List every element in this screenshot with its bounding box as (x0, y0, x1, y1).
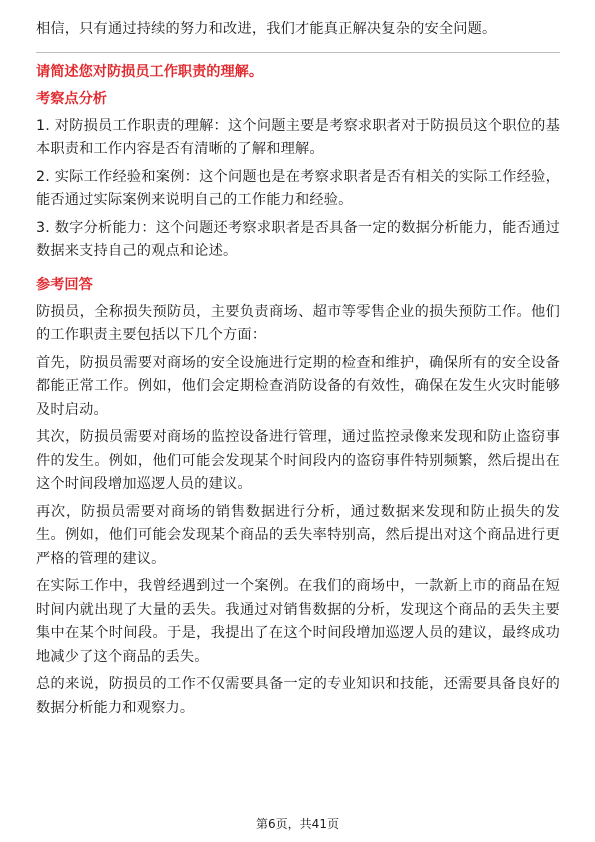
answer-paragraph: 首先，防损员需要对商场的安全设施进行定期的检查和维护，确保所有的安全设备都能正常工作。例如，他们会定期检查消防设备的有效性，确保在发生火灾时能够及时启动。 (36, 354, 560, 418)
analysis-heading: 考察点分析 (36, 90, 107, 107)
answer-paragraph: 其次，防损员需要对商场的监控设备进行管理，通过监控录像来发现和防止盗窃事件的发生。例如，他们可能会发现某个时间段内的盗窃事件特别频繁，然后提出在这个时间段增加巡逻人员的建议。 (36, 429, 560, 492)
question-heading: 请简述您对防损员工作职责的理解。 (36, 63, 264, 80)
answer-paragraph: 在实际工作中，我曾经遇到过一个案例。在我们的商场中，一款新上市的商品在短时间内就出现了大量的丢失。我通过对销售数据的分析，发现这个商品的丢失主要集中在某个时间段。于是，我提出了在这个时间段增加巡逻人员的建议，最终成功地减少了这个商品的丢失。 (36, 578, 560, 665)
analysis-point: 1. 对防损员工作职责的理解：这个问题主要是考察求职者对于防损员这个职位的基本职责和工作内容是否有清晰的了解和理解。 (36, 117, 560, 157)
intro-paragraph: 相信，只有通过持续的努力和改进，我们才能真正解决复杂的安全问题。 (36, 21, 497, 37)
answer-paragraph: 防损员，全称损失预防员，主要负责商场、超市等零售企业的损失预防工作。他们的工作职责主要包括以下几个方面： (36, 303, 560, 343)
answer-paragraph: 总的来说，防损员的工作不仅需要具备一定的专业知识和技能，还需要具备良好的数据分析能力和观察力。 (36, 676, 560, 716)
section-divider (36, 52, 560, 53)
answer-paragraph: 再次，防损员需要对商场的销售数据进行分析，通过数据来发现和防止损失的发生。例如，他们可能会发现某个商品的丢失率特别高，然后提出对这个商品进行更严格的管理的建议。 (36, 503, 560, 567)
page-number: 第6页，共41页 (256, 817, 339, 831)
analysis-point: 3. 数字分析能力：这个问题还考察求职者是否具备一定的数据分析能力，能否通过数据来支持自己的观点和论述。 (36, 219, 560, 259)
answer-heading: 参考回答 (36, 276, 93, 293)
analysis-point: 2. 实际工作经验和案例：这个问题也是在考察求职者是否有相关的实际工作经验，能否通过实际案例来说明自己的工作能力和经验。 (36, 168, 560, 208)
document-page (36, 18, 560, 724)
